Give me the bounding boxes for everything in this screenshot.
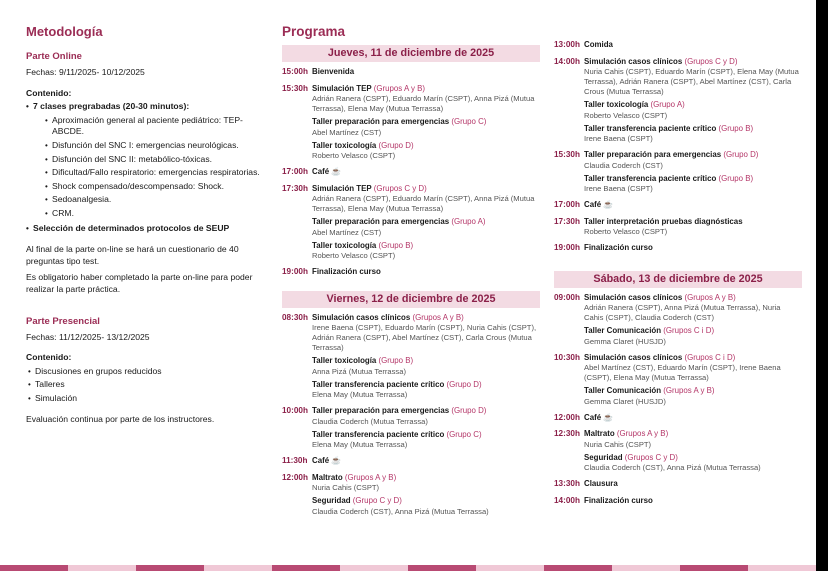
event-time: 17:30h bbox=[554, 216, 580, 226]
event-title bbox=[584, 40, 802, 51]
event-title-text: Taller preparación para emergencias bbox=[312, 406, 452, 415]
online-item-protocolos: • Selección de determinados protocolos de SEUP bbox=[26, 223, 266, 235]
event-title-text: Café bbox=[312, 456, 332, 465]
event-group: (Grupo C) bbox=[451, 117, 487, 126]
day-header-viernes: Viernes, 12 de diciembre de 2025 bbox=[282, 291, 540, 308]
event-group: (Grupos A y B) bbox=[344, 472, 397, 482]
footer-stripe bbox=[340, 565, 408, 571]
event-block bbox=[312, 267, 540, 278]
footer-stripe bbox=[544, 565, 612, 571]
event-content bbox=[584, 57, 802, 148]
event-content bbox=[312, 456, 540, 470]
event-block bbox=[584, 479, 802, 490]
event-instructors: Abel Martínez (CST), Eduardo Marín (CSPT), Irene Baena (CSPT), Elena May (Mutua Terrassa) bbox=[584, 363, 781, 382]
footer-stripe bbox=[612, 565, 680, 571]
schedule-sabado bbox=[554, 293, 802, 510]
event-block bbox=[312, 380, 540, 401]
event-instructors: Roberto Velasco (CSPT) bbox=[584, 227, 668, 236]
event-block bbox=[312, 313, 540, 354]
event-content bbox=[584, 496, 802, 510]
online-note-obligatorio: Es obligatorio haber completado la parte on-line para poder realizar la parte práctica. bbox=[26, 272, 253, 294]
event-group: (Grupos A y B) bbox=[684, 292, 736, 302]
event-time: 19:00h bbox=[554, 243, 580, 252]
event-content bbox=[584, 200, 802, 214]
schedule-event bbox=[282, 67, 540, 81]
event-title bbox=[312, 241, 540, 252]
event-title-text: Simulación casos clínicos bbox=[584, 352, 685, 362]
event-title bbox=[584, 386, 802, 397]
event-group: (Grupos A y B) bbox=[373, 83, 425, 93]
event-instructors: Roberto Velasco (CSPT) bbox=[312, 251, 396, 260]
event-title bbox=[584, 200, 802, 211]
event-block bbox=[584, 413, 802, 424]
event-title-text: Seguridad bbox=[312, 496, 353, 505]
event-time: 17:00h bbox=[554, 200, 580, 209]
online-list bbox=[26, 101, 266, 234]
event-instructors: Anna Pizá (Mutua Terrassa) bbox=[312, 366, 406, 376]
schedule-event bbox=[282, 456, 540, 470]
event-title bbox=[584, 293, 802, 304]
event-time: 13:00h bbox=[554, 40, 580, 49]
event-time: 08:30h bbox=[282, 312, 308, 322]
event-instructors: Adrián Ranera (CSPT), Eduardo Marín (CSPT), Anna Pizá (Mutua Terrassa), Elena May (Mutua Terrassa) bbox=[312, 94, 535, 113]
schedule-event bbox=[282, 167, 540, 181]
schedule-event bbox=[554, 200, 802, 214]
event-block bbox=[584, 124, 802, 145]
event-time: 17:00h bbox=[282, 167, 308, 176]
event-content bbox=[312, 84, 540, 165]
event-title-text: Maltrato bbox=[312, 472, 345, 482]
event-title bbox=[312, 356, 540, 367]
event-block bbox=[584, 326, 802, 347]
event-title bbox=[584, 479, 802, 490]
footer-color-strip bbox=[0, 565, 816, 571]
event-title-text: Taller Comunicación bbox=[584, 386, 664, 395]
presencial-fechas: Fechas: 11/12/2025- 13/12/2025 bbox=[26, 331, 150, 342]
event-title-text: Café bbox=[312, 167, 332, 176]
event-block bbox=[312, 241, 540, 262]
event-title bbox=[312, 430, 540, 441]
schedule-event bbox=[554, 40, 802, 54]
event-title-text: Taller transferencia paciente crítico bbox=[312, 379, 447, 389]
event-time: 17:30h bbox=[282, 183, 308, 193]
event-block bbox=[312, 496, 540, 517]
event-block bbox=[584, 40, 802, 51]
event-title-text: Taller toxicología bbox=[312, 140, 379, 150]
online-subitem: • Aproximación general al paciente pediátrico: TEP-ABCDE. bbox=[45, 115, 266, 138]
event-content bbox=[584, 293, 802, 350]
event-title-text: Clausura bbox=[584, 479, 618, 488]
event-group: (Grupos C y D) bbox=[624, 452, 678, 462]
event-title-text: Taller preparación para emergencias bbox=[584, 150, 724, 159]
footer-stripe bbox=[476, 565, 544, 571]
event-block bbox=[312, 141, 540, 162]
event-time: 10:30h bbox=[554, 352, 580, 362]
event-block bbox=[312, 356, 540, 377]
event-instructors: Nuria Cahis (CSPT) bbox=[584, 439, 652, 449]
event-title-text: Simulación TEP bbox=[312, 183, 374, 193]
event-title bbox=[312, 406, 540, 417]
event-instructors: Irene Baena (CSPT), Eduardo Marín (CSPT), Nuria Cahis (CSPT), Adrián Ranera (CSPT), Abel Martínez (CST), Carla Crous (Mutua Terrassa) bbox=[312, 323, 537, 352]
online-sublist bbox=[33, 115, 266, 220]
event-instructors: Abel Martínez (CST) bbox=[312, 227, 382, 237]
event-time: 12:30h bbox=[554, 429, 580, 438]
event-title-text: Simulación TEP bbox=[312, 83, 374, 93]
event-content bbox=[584, 413, 802, 427]
event-title-text: Maltrato bbox=[584, 429, 617, 438]
event-title bbox=[312, 67, 540, 78]
event-group: (Grupo C) bbox=[446, 429, 482, 439]
day-header-sabado: Sábado, 13 de diciembre de 2025 bbox=[554, 271, 802, 288]
event-title bbox=[312, 167, 540, 178]
event-group: (Grupo D) bbox=[446, 379, 482, 389]
event-content bbox=[312, 167, 540, 181]
presencial-item: • Discusiones en grupos reducidos bbox=[28, 366, 266, 378]
event-time: 11:30h bbox=[282, 456, 308, 465]
event-title-text: Taller Comunicación bbox=[584, 326, 664, 335]
presencial-contenido: Contenido: bbox=[26, 352, 72, 363]
metodologia-title: Metodología bbox=[26, 24, 103, 39]
event-group: (Grupo B) bbox=[718, 173, 754, 183]
event-group: (Grupos C i D) bbox=[663, 326, 715, 335]
programa-column-right bbox=[554, 40, 802, 512]
schedule-event bbox=[282, 406, 540, 453]
event-group: (Grupo B) bbox=[378, 356, 414, 365]
event-title bbox=[584, 150, 802, 161]
event-title bbox=[312, 84, 540, 95]
event-group: (Grupos A y B) bbox=[412, 312, 464, 322]
programa-title: Programa bbox=[282, 24, 346, 39]
event-time: 15:30h bbox=[282, 83, 308, 93]
event-block bbox=[584, 100, 802, 121]
event-instructors: Claudia Coderch (CST) bbox=[584, 160, 663, 170]
event-title-text: Seguridad bbox=[584, 452, 625, 462]
event-block bbox=[584, 243, 802, 254]
event-title-text: Taller transferencia paciente crítico bbox=[584, 173, 719, 183]
event-group: (Grupos C y D) bbox=[684, 56, 738, 66]
event-title-text: Finalización curso bbox=[584, 495, 653, 505]
schedule-event bbox=[282, 84, 540, 165]
event-block bbox=[312, 406, 540, 427]
event-time: 14:00h bbox=[554, 56, 580, 66]
event-instructors: Elena May (Mutua Terrassa) bbox=[312, 390, 408, 399]
schedule-event bbox=[282, 313, 540, 404]
footer-stripe bbox=[204, 565, 272, 571]
presencial-list bbox=[26, 366, 266, 405]
event-block bbox=[312, 430, 540, 451]
event-block bbox=[584, 353, 802, 384]
event-group: (Grupos A y B) bbox=[616, 429, 669, 438]
online-subitem: • Disfunción del SNC II: metabólico-tóxicas. bbox=[45, 154, 266, 166]
event-title bbox=[584, 100, 802, 111]
event-content bbox=[312, 313, 540, 404]
event-time: 15:00h bbox=[282, 67, 308, 76]
event-content bbox=[312, 67, 540, 81]
online-contenido: Contenido: bbox=[26, 87, 72, 98]
schedule-event bbox=[554, 429, 802, 476]
event-time: 10:00h bbox=[282, 406, 308, 415]
event-content bbox=[312, 406, 540, 453]
event-title bbox=[584, 413, 802, 424]
event-title bbox=[312, 184, 540, 195]
event-title bbox=[584, 326, 802, 337]
event-time: 09:00h bbox=[554, 292, 580, 302]
event-instructors: Gemma Claret (HUSJD) bbox=[584, 396, 666, 406]
schedule-event bbox=[554, 150, 802, 197]
event-title bbox=[584, 217, 802, 228]
event-group: (Grupo A) bbox=[451, 217, 486, 226]
presencial-item: • Talleres bbox=[28, 379, 266, 391]
metodologia-column bbox=[26, 24, 266, 426]
event-title bbox=[584, 243, 802, 254]
event-instructors: Irene Baena (CSPT) bbox=[584, 134, 653, 143]
event-title bbox=[584, 429, 802, 440]
event-time: 12:00h bbox=[554, 412, 580, 422]
event-instructors: Claudia Coderch (CST), Anna Pizá (Mutua Terrassa) bbox=[584, 463, 761, 472]
event-block bbox=[584, 453, 802, 474]
event-time: 14:00h bbox=[554, 495, 580, 505]
footer-stripe bbox=[136, 565, 204, 571]
event-content bbox=[584, 40, 802, 54]
event-instructors: Claudia Coderch (Mutua Terrassa) bbox=[312, 416, 428, 426]
event-block bbox=[312, 167, 540, 178]
schedule-viernes-continued bbox=[554, 40, 802, 257]
event-title bbox=[584, 453, 802, 464]
event-group: (Grupo D) bbox=[451, 406, 487, 415]
event-group: (Grupo D) bbox=[723, 150, 759, 159]
event-block bbox=[312, 84, 540, 115]
coffee-cup-icon: ☕ bbox=[331, 167, 342, 176]
online-heading: Parte Online bbox=[26, 51, 82, 62]
event-content bbox=[584, 243, 802, 257]
schedule-viernes bbox=[282, 313, 540, 520]
event-title-text: Finalización curso bbox=[584, 243, 653, 252]
event-title bbox=[312, 313, 540, 324]
online-item-clases: • 7 clases pregrabadas (20-30 minutos): • Aproximación general al paciente pediátrico: TEP-ABCDE. • Disfunción del SNC I: emergencias neurológicas. • Disfunción del SNC II: metabólico-tóxicas. • Dificultad/Fallo respiratorio: emergencias respiratorias. • Shock compensado/descompensado: Shock. • Sedoanalgesia. • CRM. bbox=[26, 101, 266, 219]
footer-stripe bbox=[68, 565, 136, 571]
event-title bbox=[312, 380, 540, 391]
online-note-cuestionario: Al final de la parte on-line se hará un cuestionario de 40 preguntas tipo test. bbox=[26, 244, 239, 266]
event-title-text: Taller preparación para emergencias bbox=[312, 217, 452, 226]
event-instructors: Claudia Coderch (CST), Anna Pizá (Mutua Terrassa) bbox=[312, 506, 489, 516]
event-instructors: Roberto Velasco (CSPT) bbox=[584, 110, 668, 120]
event-instructors: Nuria Cahis (CSPT) bbox=[312, 483, 380, 492]
event-title bbox=[312, 267, 540, 278]
event-title bbox=[584, 124, 802, 135]
event-block bbox=[584, 217, 802, 238]
event-block bbox=[312, 67, 540, 78]
event-title-text: Taller toxicología bbox=[312, 356, 379, 365]
presencial-heading: Parte Presencial bbox=[26, 315, 100, 327]
event-block bbox=[584, 57, 802, 98]
schedule-event bbox=[554, 353, 802, 410]
event-block bbox=[312, 217, 540, 238]
event-content bbox=[584, 150, 802, 197]
event-instructors: Irene Baena (CSPT) bbox=[584, 184, 653, 193]
footer-stripe bbox=[272, 565, 340, 571]
event-block bbox=[312, 473, 540, 494]
event-group: (Grupo C y D) bbox=[352, 496, 402, 505]
event-title bbox=[312, 496, 540, 507]
schedule-event bbox=[554, 479, 802, 493]
event-title-text: Taller interpretación pruebas diagnósticas bbox=[584, 216, 743, 226]
event-group: (Grupos C i D) bbox=[684, 352, 736, 362]
coffee-cup-icon: ☕ bbox=[331, 456, 342, 465]
event-title bbox=[312, 141, 540, 152]
event-title bbox=[312, 473, 540, 484]
schedule-event bbox=[554, 413, 802, 427]
event-title-text: Taller transferencia paciente crítico bbox=[584, 123, 719, 133]
event-group: (Grupo B) bbox=[718, 123, 754, 133]
event-block bbox=[584, 496, 802, 507]
footer-stripe bbox=[0, 565, 68, 571]
schedule-event bbox=[282, 184, 540, 265]
programa-column bbox=[282, 24, 540, 523]
event-title-text: Taller preparación para emergencias bbox=[312, 117, 452, 126]
event-title bbox=[584, 174, 802, 185]
event-title-text: Finalización curso bbox=[312, 267, 381, 276]
event-title-text: Café bbox=[584, 200, 604, 209]
coffee-cup-icon: ☕ bbox=[603, 200, 614, 209]
online-subitem: • Sedoanalgesia. bbox=[45, 194, 266, 206]
event-time: 19:00h bbox=[282, 267, 308, 276]
event-group: (Grupo A) bbox=[650, 100, 685, 109]
event-title-text: Taller transferencia paciente crítico bbox=[312, 429, 447, 439]
schedule-event bbox=[554, 243, 802, 257]
event-instructors: Adrián Ranera (CSPT), Eduardo Marín (CSPT), Anna Pizá (Mutua Terrassa), Elena May (Mutua Terrassa) bbox=[312, 194, 535, 213]
event-block bbox=[584, 429, 802, 450]
event-instructors: Roberto Velasco (CSPT) bbox=[312, 151, 396, 160]
schedule-event bbox=[282, 473, 540, 520]
event-content bbox=[312, 473, 540, 520]
event-title-text: Bienvenida bbox=[312, 67, 355, 76]
event-content bbox=[312, 267, 540, 281]
event-group: (Grupos C y D) bbox=[373, 183, 427, 193]
presencial-item: • Simulación bbox=[28, 393, 266, 405]
online-subitem: • CRM. bbox=[45, 208, 266, 220]
event-instructors: Gemma Claret (HUSJD) bbox=[584, 336, 666, 346]
presencial-note: Evaluación continua por parte de los instructores. bbox=[26, 414, 215, 425]
day-header-jueves: Jueves, 11 de diciembre de 2025 bbox=[282, 45, 540, 62]
event-title-text: Café bbox=[584, 412, 604, 422]
schedule-event bbox=[554, 293, 802, 350]
event-block bbox=[584, 174, 802, 195]
online-subitem: • Dificultad/Fallo respiratorio: emergencias respiratorias. bbox=[45, 167, 266, 179]
event-time: 13:30h bbox=[554, 479, 580, 488]
event-title bbox=[584, 496, 802, 507]
event-content bbox=[584, 429, 802, 476]
schedule-event bbox=[554, 57, 802, 148]
event-block bbox=[584, 150, 802, 171]
schedule-event bbox=[282, 267, 540, 281]
event-instructors: Abel Martínez (CST) bbox=[312, 127, 382, 137]
event-block bbox=[312, 456, 540, 467]
event-content bbox=[584, 353, 802, 410]
event-title bbox=[312, 217, 540, 228]
event-content bbox=[312, 184, 540, 265]
footer-stripe bbox=[680, 565, 748, 571]
online-subitem: • Shock compensado/descompensado: Shock. bbox=[45, 181, 266, 193]
event-block bbox=[584, 386, 802, 407]
coffee-cup-icon: ☕ bbox=[603, 412, 614, 422]
event-block bbox=[584, 200, 802, 211]
event-title-text: Simulación casos clínicos bbox=[584, 56, 685, 66]
event-title-text: Taller toxicología bbox=[584, 100, 651, 109]
event-title-text: Simulación casos clínicos bbox=[312, 312, 413, 322]
footer-stripe bbox=[748, 565, 816, 571]
event-title-text: Comida bbox=[584, 40, 613, 49]
online-fechas: Fechas: 9/11/2025- 10/12/2025 bbox=[26, 67, 145, 77]
event-title bbox=[312, 117, 540, 128]
event-instructors: Nuria Cahis (CSPT), Eduardo Marín (CSPT), Elena May (Mutua Terrassa), Adrián Ranera (CSPT), Abel Martínez (CST), Carla Crous (Mutua Terrassa) bbox=[584, 67, 799, 96]
event-title-text: Taller toxicología bbox=[312, 240, 379, 250]
event-block bbox=[584, 293, 802, 324]
event-block bbox=[312, 117, 540, 138]
event-time: 15:30h bbox=[554, 150, 580, 159]
schedule-jueves bbox=[282, 67, 540, 281]
schedule-event bbox=[554, 496, 802, 510]
footer-stripe bbox=[408, 565, 476, 571]
event-title bbox=[584, 353, 802, 364]
event-group: (Grupos A y B) bbox=[663, 386, 715, 395]
event-title bbox=[312, 456, 540, 467]
schedule-event bbox=[554, 217, 802, 241]
event-block bbox=[312, 184, 540, 215]
event-content bbox=[584, 217, 802, 241]
event-title-text: Simulación casos clínicos bbox=[584, 292, 685, 302]
event-instructors: Elena May (Mutua Terrassa) bbox=[312, 440, 408, 449]
event-title bbox=[584, 57, 802, 68]
event-content bbox=[584, 479, 802, 493]
event-group: (Grupo D) bbox=[378, 140, 414, 150]
event-time: 12:00h bbox=[282, 472, 308, 482]
online-subitem: • Disfunción del SNC I: emergencias neurológicas. bbox=[45, 140, 266, 152]
event-instructors: Adrián Ranera (CSPT), Anna Pizá (Mutua Terrassa), Nuria Cahis (CSPT), Claudia Coderch (CST) bbox=[584, 303, 781, 322]
event-group: (Grupo B) bbox=[378, 240, 414, 250]
